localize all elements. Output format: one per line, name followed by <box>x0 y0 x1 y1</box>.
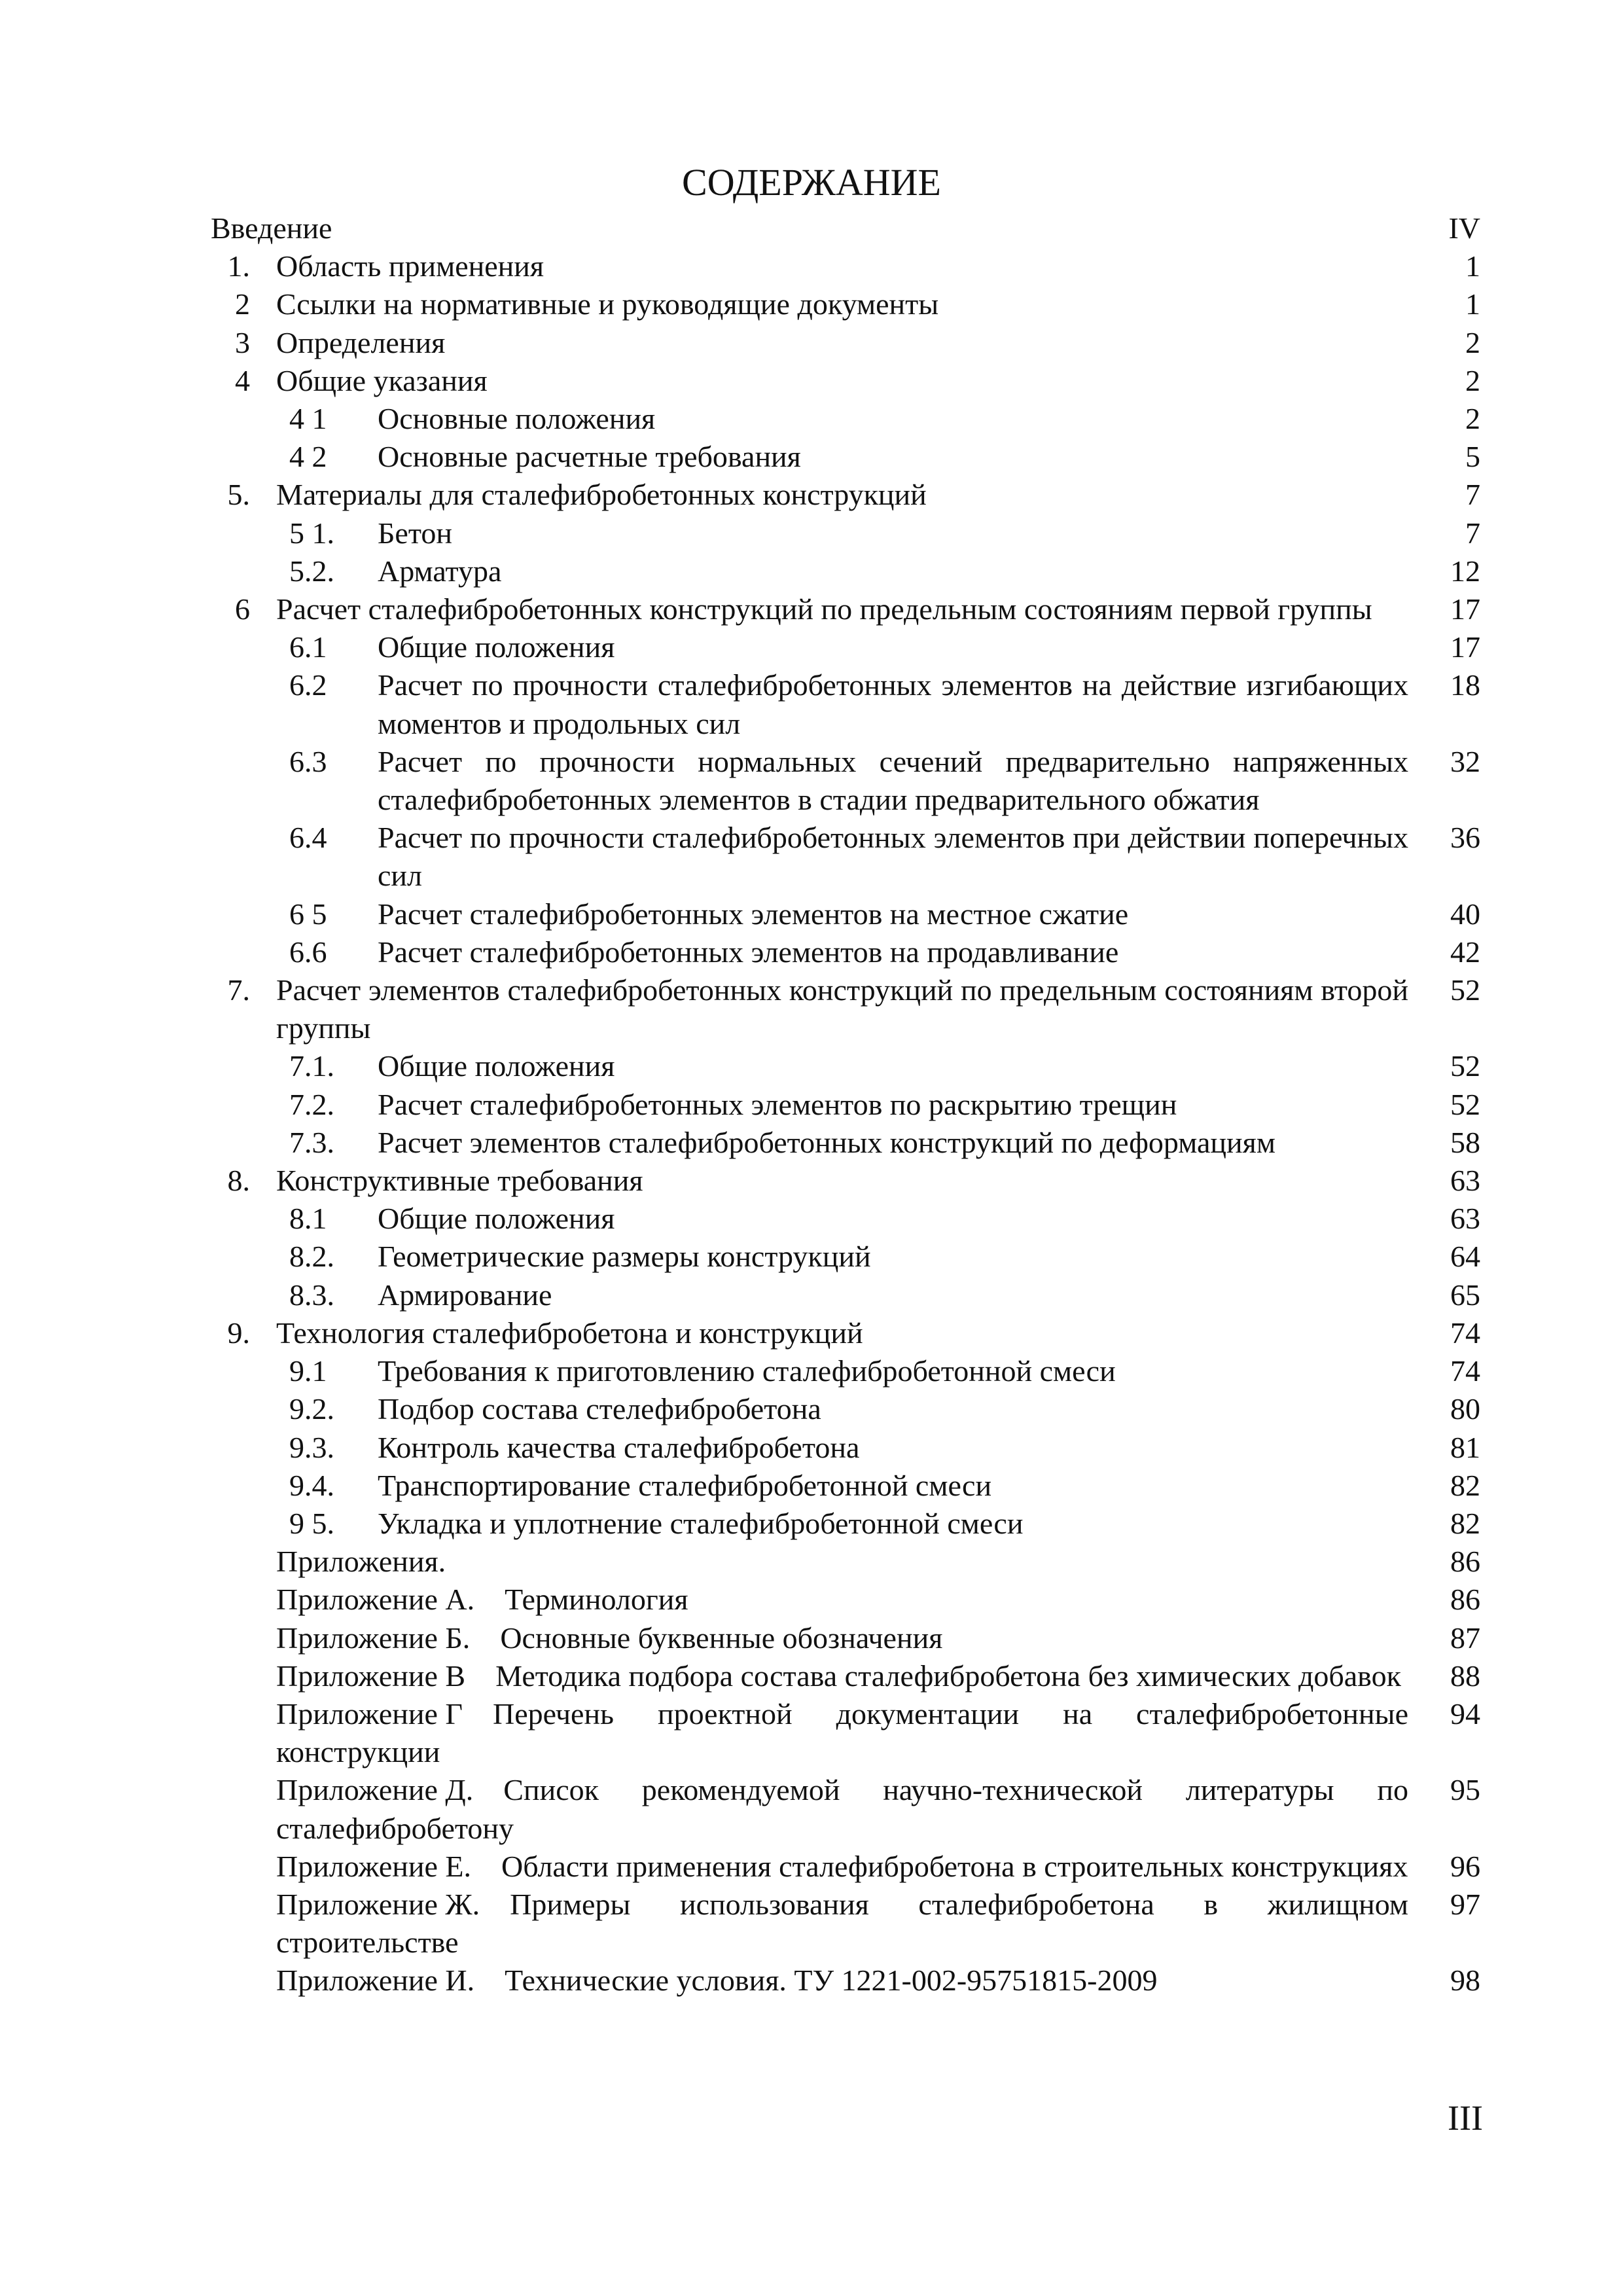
toc-text: Основные расчетные требования <box>378 440 801 474</box>
toc-text: Расчет элементов сталефибробетонных конструкций по предельным состояниям второй группы <box>276 973 1408 1045</box>
toc-number: 4 2 <box>289 440 327 474</box>
toc-page: 95 <box>1450 1773 1480 1807</box>
toc-page: 65 <box>1450 1278 1480 1312</box>
toc-number: 9. <box>227 1316 250 1350</box>
toc-page: 88 <box>1450 1659 1480 1693</box>
toc-row <box>211 933 1493 971</box>
toc-number: 5 1. <box>289 516 334 550</box>
toc-number: 9.2. <box>289 1392 334 1426</box>
toc-row <box>211 476 1493 514</box>
appendix-title: Примеры использования сталефибробетона в жилищном строительстве <box>276 1887 1408 1960</box>
toc-page: 58 <box>1450 1125 1480 1159</box>
toc-page: IV <box>1448 211 1480 245</box>
toc-text <box>276 1848 1408 1886</box>
toc-row <box>211 1352 1493 1390</box>
toc-row-appendix <box>211 1657 1493 1695</box>
toc-number: 8.3. <box>289 1278 334 1312</box>
appendix-label: Приложение Д. <box>276 1773 474 1807</box>
appendix-label: Приложение И. <box>276 1964 475 1998</box>
toc-page: 74 <box>1450 1354 1480 1388</box>
toc-number: 8.2. <box>289 1240 334 1274</box>
toc-page: 12 <box>1450 554 1480 588</box>
toc-page: 2 <box>1465 363 1480 397</box>
appendix-title: Методика подбора состава сталефибробетона без химических добавок <box>495 1659 1401 1693</box>
toc-page: 40 <box>1450 897 1480 931</box>
toc-appendices <box>211 1581 1493 2000</box>
toc-page: 5 <box>1465 440 1480 474</box>
toc-number: 7.3. <box>289 1125 334 1159</box>
toc-row <box>211 1162 1493 1200</box>
toc-row <box>211 666 1493 742</box>
toc-page: 63 <box>1450 1202 1480 1236</box>
toc-text: Бетон <box>378 516 452 550</box>
toc-page: 64 <box>1450 1240 1480 1274</box>
toc-text: Приложения. <box>276 1545 446 1579</box>
toc-row <box>211 1047 1493 1085</box>
toc-text: Материалы для сталефибробетонных конструкций <box>276 478 927 512</box>
toc-row-appendix <box>211 1771 1493 1847</box>
page-title: СОДЕРЖАНИЕ <box>682 161 941 204</box>
appendix-title: Технические условия. ТУ 1221-002-95751815-2009 <box>505 1964 1158 1998</box>
toc-row <box>211 247 1493 285</box>
toc-text: Расчет сталефибробетонных элементов по раскрытию трещин <box>378 1087 1177 1121</box>
toc-text <box>276 1581 1408 1619</box>
toc-page: 87 <box>1450 1621 1480 1655</box>
toc-page: 1 <box>1465 287 1480 321</box>
toc-sections <box>211 247 1493 1543</box>
appendix-title: Основные буквенные обозначения <box>500 1621 943 1655</box>
toc-text: Введение <box>211 211 332 245</box>
toc-number: 7.2. <box>289 1087 334 1121</box>
appendix-label: Приложение Е. <box>276 1849 471 1883</box>
toc-text: Конструктивные требования <box>276 1164 643 1198</box>
toc-page: 74 <box>1450 1316 1480 1350</box>
appendix-label: Приложение А. <box>276 1583 475 1617</box>
toc-row <box>211 285 1493 323</box>
toc-number: 6.3 <box>289 744 327 778</box>
toc-row <box>211 1467 1493 1505</box>
toc-page: 86 <box>1450 1583 1480 1617</box>
toc-number: 7. <box>227 973 250 1007</box>
toc-text: Транспортирование сталефибробетонной смеси <box>378 1468 992 1502</box>
toc-number: 8. <box>227 1164 250 1198</box>
toc-page: 94 <box>1450 1696 1480 1731</box>
toc-row <box>211 1238 1493 1276</box>
toc-number: 6.6 <box>289 935 327 969</box>
toc-text: Расчет сталефибробетонных элементов на местное сжатие <box>378 897 1129 931</box>
toc-row <box>211 1124 1493 1162</box>
table-of-contents <box>211 209 1493 2000</box>
toc-text: Контроль качества сталефибробетона <box>378 1430 860 1464</box>
toc-text: Укладка и уплотнение сталефибробетонной смеси <box>378 1506 1024 1540</box>
toc-row <box>211 400 1493 438</box>
toc-row-appendix <box>211 1886 1493 1962</box>
toc-row <box>211 1390 1493 1428</box>
toc-number: 8.1 <box>289 1202 327 1236</box>
appendix-title: Терминология <box>505 1583 688 1617</box>
toc-number: 6.2 <box>289 668 327 702</box>
toc-number: 6 <box>235 592 250 626</box>
appendix-label: Приложение В <box>276 1659 466 1693</box>
toc-page: 97 <box>1450 1887 1480 1921</box>
toc-row <box>211 1505 1493 1543</box>
toc-text: Основные положения <box>378 402 656 436</box>
toc-row-appendices-heading <box>211 1543 1493 1581</box>
toc-number: 7.1. <box>289 1049 334 1083</box>
toc-text: Расчет по прочности сталефибробетонных элементов на действие изгибающих моментов и продольных сил <box>378 668 1408 740</box>
toc-row <box>211 1200 1493 1238</box>
toc-row-appendix <box>211 1619 1493 1657</box>
toc-row <box>211 514 1493 552</box>
toc-page: 2 <box>1465 325 1480 359</box>
toc-page: 52 <box>1450 1087 1480 1121</box>
toc-text: Общие положения <box>378 1049 615 1083</box>
toc-text: Геометрические размеры конструкций <box>378 1240 871 1274</box>
toc-page: 52 <box>1450 1049 1480 1083</box>
toc-row <box>211 628 1493 666</box>
toc-page: 63 <box>1450 1164 1480 1198</box>
toc-page: 17 <box>1450 592 1480 626</box>
toc-number: 4 1 <box>289 402 327 436</box>
toc-row-intro <box>211 209 1493 247</box>
toc-text: Требования к приготовлению сталефибробетонной смеси <box>378 1354 1116 1388</box>
toc-text: Расчет сталефибробетонных конструкций по предельным состояниям первой группы <box>276 592 1372 626</box>
toc-page: 98 <box>1450 1964 1480 1998</box>
toc-number: 9.1 <box>289 1354 327 1388</box>
toc-row <box>211 1429 1493 1467</box>
toc-number: 3 <box>235 325 250 359</box>
toc-text: Определения <box>276 325 446 359</box>
toc-row-appendix <box>211 1695 1493 1771</box>
toc-row <box>211 324 1493 362</box>
toc-number: 9 5. <box>289 1506 334 1540</box>
toc-number: 5.2. <box>289 554 334 588</box>
toc-row <box>211 1276 1493 1314</box>
toc-number: 5. <box>227 478 250 512</box>
toc-text <box>276 1962 1408 2000</box>
toc-page: 42 <box>1450 935 1480 969</box>
toc-number: 1. <box>227 249 250 283</box>
toc-text: Общие указания <box>276 363 488 397</box>
toc-page: 36 <box>1450 821 1480 855</box>
toc-page: 17 <box>1450 630 1480 664</box>
toc-text: Технология сталефибробетона и конструкций <box>276 1316 863 1350</box>
toc-text <box>276 1695 1408 1771</box>
toc-page: 96 <box>1450 1849 1480 1883</box>
appendix-label: Приложение Г <box>276 1696 463 1731</box>
toc-row <box>211 819 1493 895</box>
toc-page: 81 <box>1450 1430 1480 1464</box>
toc-row <box>211 1086 1493 1124</box>
toc-text: Расчет сталефибробетонных элементов на продавливание <box>378 935 1119 969</box>
toc-row-appendix <box>211 1581 1493 1619</box>
toc-page: 80 <box>1450 1392 1480 1426</box>
toc-page: 1 <box>1465 249 1480 283</box>
toc-page: 18 <box>1450 668 1480 702</box>
toc-number: 6.4 <box>289 821 327 855</box>
toc-number: 6.1 <box>289 630 327 664</box>
toc-number: 4 <box>235 363 250 397</box>
toc-text <box>276 1657 1408 1695</box>
toc-page: 86 <box>1450 1545 1480 1579</box>
toc-text: Армирование <box>378 1278 552 1312</box>
toc-page: 52 <box>1450 973 1480 1007</box>
toc-text: Арматура <box>378 554 502 588</box>
toc-row-appendix <box>211 1848 1493 1886</box>
appendix-title: Список рекомендуемой научно-технической литературы по сталефибробетону <box>276 1773 1408 1845</box>
toc-number: 9.4. <box>289 1468 334 1502</box>
toc-text <box>276 1886 1408 1962</box>
toc-row-appendix <box>211 1962 1493 2000</box>
toc-row <box>211 590 1493 628</box>
appendix-title: Перечень проектной документации на сталефибробетонные конструкции <box>276 1696 1408 1769</box>
toc-number: 9.3. <box>289 1430 334 1464</box>
toc-text: Подбор состава стелефибробетона <box>378 1392 821 1426</box>
toc-page: 32 <box>1450 744 1480 778</box>
page-number: III <box>1448 2098 1483 2138</box>
toc-text: Общие положения <box>378 630 615 664</box>
toc-page: 7 <box>1465 516 1480 550</box>
toc-text: Общие положения <box>378 1202 615 1236</box>
toc-text: Расчет по прочности сталефибробетонных элементов при действии поперечных сил <box>378 821 1408 893</box>
toc-row <box>211 552 1493 590</box>
toc-row <box>211 438 1493 476</box>
toc-text <box>276 1619 1408 1657</box>
toc-text: Область применения <box>276 249 544 283</box>
toc-row <box>211 971 1493 1047</box>
toc-text: Расчет элементов сталефибробетонных конструкций по деформациям <box>378 1125 1275 1159</box>
toc-page: 7 <box>1465 478 1480 512</box>
toc-page: 82 <box>1450 1506 1480 1540</box>
toc-text: Расчет по прочности нормальных сечений предварительно напряженных сталефибробетонных элементов в стадии предварительного обжатия <box>378 744 1408 817</box>
appendix-title: Области применения сталефибробетона в строительных конструкциях <box>501 1849 1408 1883</box>
toc-text: Ссылки на нормативные и руководящие документы <box>276 287 939 321</box>
toc-text <box>276 1771 1408 1847</box>
toc-row <box>211 362 1493 400</box>
toc-row <box>211 1314 1493 1352</box>
toc-page: 2 <box>1465 402 1480 436</box>
toc-row <box>211 895 1493 933</box>
toc-number: 2 <box>235 287 250 321</box>
toc-number: 6 5 <box>289 897 327 931</box>
appendix-label: Приложение Б. <box>276 1621 471 1655</box>
toc-page: 82 <box>1450 1468 1480 1502</box>
toc-row <box>211 743 1493 819</box>
appendix-label: Приложение Ж. <box>276 1887 480 1921</box>
